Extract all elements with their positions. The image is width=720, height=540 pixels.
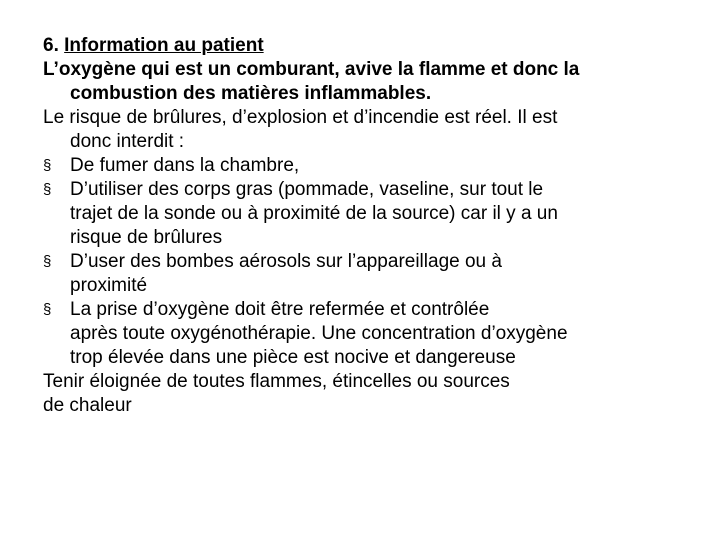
list-item-text: risque de brûlures	[70, 227, 223, 248]
list-item	[43, 250, 693, 298]
list-item-text: proximité	[70, 275, 148, 296]
risk-line: donc interdit :	[70, 131, 185, 152]
bullet-icon: §	[43, 253, 52, 270]
list-item-text: D’user des bombes aérosols sur l’appareillage ou à	[70, 251, 502, 272]
list-item-text: La prise d’oxygène doit être refermée et contrôlée	[70, 299, 490, 320]
risk-paragraph	[43, 106, 693, 154]
list-item-text: De fumer dans la chambre,	[70, 155, 300, 176]
slide-content	[43, 34, 693, 418]
closing-line: de chaleur	[43, 395, 132, 416]
closing-line: Tenir éloignée de toutes flammes, étincelles ou sources	[43, 371, 510, 392]
bullet-icon: §	[43, 301, 52, 318]
closing-paragraph	[43, 370, 693, 418]
intro-line: L’oxygène qui est un comburant, avive la flamme et donc la	[43, 59, 580, 80]
list-item	[43, 298, 693, 370]
risk-line: Le risque de brûlures, d’explosion et d’incendie est réel. Il est	[43, 107, 558, 128]
section-number: 6.	[43, 35, 59, 56]
section-heading	[43, 34, 693, 58]
prohibition-list	[43, 154, 693, 370]
bullet-icon: §	[43, 157, 52, 174]
list-item-text: trajet de la sonde ou à proximité de la source) car il y a un	[70, 203, 558, 224]
intro-line: combustion des matières inflammables.	[70, 83, 432, 104]
list-item-text: trop élevée dans une pièce est nocive et dangereuse	[70, 347, 516, 368]
list-item-text: après toute oxygénothérapie. Une concentration d’oxygène	[70, 323, 568, 344]
intro-paragraph	[43, 58, 693, 106]
list-item	[43, 154, 693, 178]
bullet-icon: §	[43, 181, 52, 198]
section-title: Information au patient	[64, 35, 264, 56]
list-item	[43, 178, 693, 250]
list-item-text: D’utiliser des corps gras (pommade, vaseline, sur tout le	[70, 179, 544, 200]
